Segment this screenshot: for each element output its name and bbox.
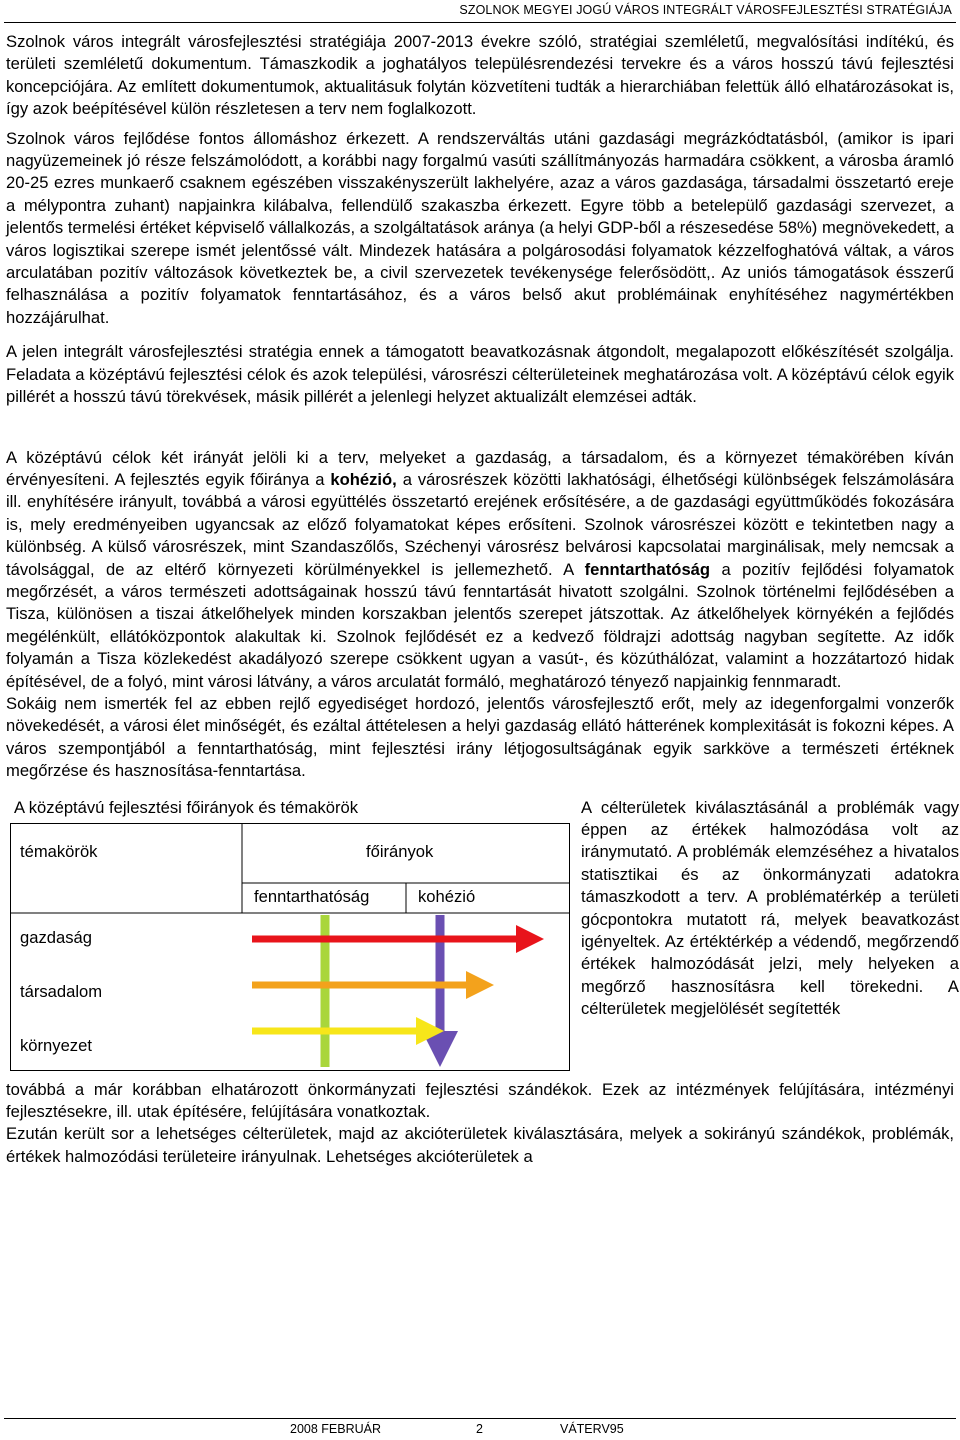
paragraph-action-areas: Ezután került sor a lehetséges célterületek, majd az akcióterületek kiválasztására, melyek a sokirányú szándékok, problémák, értékek halmozódási területeire irányulnak. Lehetséges akcióterületek a <box>6 1124 954 1166</box>
directions-diagram <box>10 823 570 1071</box>
paragraph-development: Szolnok város fejlődése fontos állomáshoz érkezett. A rendszerváltás utáni gazdasági megrázkódtatásból, (amikor is ipari nagyüzemeinek jó része felszámolódott, a korábbi nagy forgalmú vasúti szállítmányozás harmadára csökkent, a városba áramló 20-25 ezres munkaerő csaknem egészében visszakényszerült lakhelyére, azaz a város gazdasága, társadalmi összetartó ereje a mélypontra zuhant) napjainkra kilábalva, fellendülő szakaszba érkezett. Egyre több a betelepülő gazdasági szervezet, a jelentős termelési értéket képviselő vállalkozás, a szolgáltatások aránya (a helyi GDP-ből a részesedése 58%) megnövekedett, a város logisztikai szerepe ismét jelentőssé vált. Mindezek hatására a polgárosodási folyamatok kézzelfoghatóvá váltak, a város arculatában pozitív változások következtek be, a civil szervezetek tevékenysége felerősödött,. Az uniós támogatások ésszerű felhasználása a pozitív folyamatok fenntartásához, és a város belső akut problémáinak enyhítéséhez nagymértékben hozzájárulhat. <box>6 128 954 327</box>
text-span: a városrészek közötti lakhatósági, élhetőségi különbségek felszámolására ill. enyhítésére irányult, továbbá a városi együttélés összetartó erejének erősítésére, a de gazdasági együttműködés fokozására is, mely eredményeiben ugyancsak az előző folyamatokat képes erősíteni. Szolnok városrészei között e tekintetben nagy a különbség. A külső városrészek, mint Szandaszőlős, Széchenyi városrész belvárosi kapcsolatai marginálisak, mely nemcsak a távolsággal, de az eltérő környezeti körülményekkel is jellemezhető. A <box>6 469 954 579</box>
label-society: társadalom <box>20 981 103 1001</box>
figure-title: A középtávú fejlesztési főirányok és témakörök <box>14 797 359 817</box>
paragraph-tourism: Sokáig nem ismerték fel az ebben rejlő egyediséget hordozó, jelentős városfejlesztő erőt, mely az idegenforgalmi vonzerők növekedését, a városi élet minőségét, és ezáltal áttételesen a helyi gazdaság ellátó hátterének komplexitását is fokozni képes. A város szempontjából a fenntarthatóság, mint fejlesztési irány létjogosultságának egyik sarkköve a természeti értéknek megőrzése és hasznosítása-fenntartása. <box>6 693 954 781</box>
footer-company: VÁTERV95 <box>560 1422 624 1436</box>
header-rule <box>4 22 956 23</box>
page-footer <box>0 1422 960 1440</box>
footer-page-number: 2 <box>476 1422 483 1436</box>
label-environment: környezet <box>20 1035 92 1055</box>
label-cohesion: kohézió <box>418 886 476 906</box>
bold-term-sustainability: fenntarthatóság <box>584 559 711 579</box>
paragraph-strategy: A jelen integrált városfejlesztési stratégia ennek a támogatott beavatkozásnak átgondolt, megalapozott előkészítését szolgálja. Feladata a középtávú fejlesztési célok és azok települési, városrészi célterületeinek meghatározása volt. A középtávú célok egyik pillérét a hosszú távú törekvések, másik pillérét a jelenlegi helyzet aktualizált elemzései adták. <box>6 342 954 407</box>
text-span: A középtávú célok két irányát jelöli ki a terv, melyeket a gazdaság, a társadalom, és a környezet témakörében kíván érvényesíteni. A fejlesztés egyik főiránya a <box>6 447 954 489</box>
text-span: a pozitív fejlődési folyamatok megőrzését, a város természeti adottságainak hosszú távú fenntartását hivatott szolgálni. Szolnok történelmi fejlődésében a Tisza, különösen a tiszai átkelőhelyek minden korszakban jelentős szerepet játszottak. Az átkelőhelyek környékén a fejlődés megélénkült, ellátóközpontok alakultak ki. Szolnok fejlődését ez a kedvező földrajzi adottság nagyban segítette. Az idők folyamán a Tisza közlekedést akadályozó szerepe csökkent ugyan a vasút-, és közúthálózat, valamint a hozzátartozó hidak építésével, de a folyó, mint városi látvány, a város arculatát formáló, meghatározó tényező napjainkig fennmaradt. <box>6 559 954 691</box>
label-sustainability: fenntarthatóság <box>254 886 370 906</box>
side-paragraph: A célterületek kiválasztásánál a problémák vagy éppen az értékek halmozódása volt az iránymutató. A problémák elemzéséhez a hivatalos statisztikai és az önkormányzati adatokra támaszkodott a terv. A problématérkép a területi gócpontokra mutatott rá, melyek beavatkozást igényeltek. Az értéktérkép a védendő, megőrzendő értékek halmozódását jelzi, mely helyeken a megőrző hasznosításra kell törekedni. A célterületek megjelölését segítették <box>581 797 959 1019</box>
figure-section <box>6 789 959 1079</box>
label-directions: főirányok <box>366 841 434 861</box>
document-body <box>6 31 959 1168</box>
paragraph-intentions: továbbá a már korábban elhatározott önkormányzati fejlesztési szándékok. Ezek az intézmények felújítására, intézményi fejlesztésekre, ill. utak építésére, felújítására vonatkoztak. <box>6 1079 954 1121</box>
footer-rule <box>4 1418 956 1419</box>
paragraph-intro: Szolnok város integrált városfejlesztési stratégiája 2007-2013 évekre szóló, stratégiai szemléletű, megvalósítási indítékú, és területi szemléletű dokumentum. Támaszkodik a joghatályos településrendezési tervekre és a város hosszú távú fejlesztési koncepciójára. Az említett dokumentumok, aktualitásuk folytán közvetíteni tudták a hierarchiában felettük álló elhatározásokat is, így azok beépítésével külön részletesen a terv nem foglalkozott. <box>6 32 954 119</box>
footer-date: 2008 FEBRUÁR <box>290 1422 382 1436</box>
page-header: SZOLNOK MEGYEI JOGÚ VÁROS INTEGRÁLT VÁROSFEJLESZTÉSI STRATÉGIÁJA <box>459 3 952 17</box>
paragraph-goals <box>6 447 954 693</box>
label-topics: témakörök <box>20 841 98 861</box>
label-economy: gazdaság <box>20 927 92 947</box>
bold-term-cohesion: kohézió, <box>330 469 397 489</box>
